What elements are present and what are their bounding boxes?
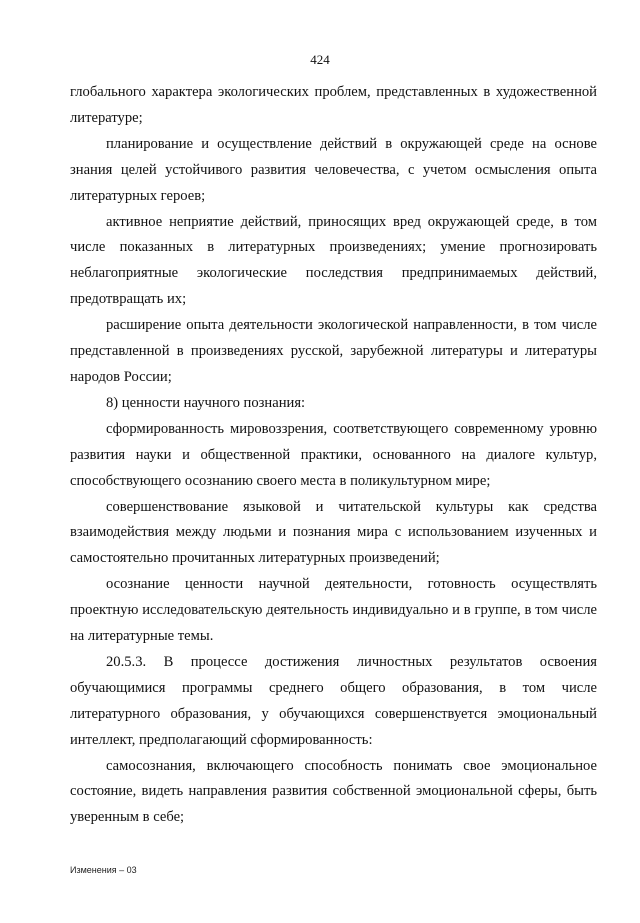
paragraph-worldview: сформированность мировоззрения, соответствующего современному уровню развития науки и общественной практики, основанного на диалоге культур, способствующего осознанию своего места в поликультурном мире; [70,420,597,489]
revision-footer: Изменения – 03 [70,865,137,875]
paragraph-self-awareness: самосознания, включающего способность понимать свое эмоциональное состояние, видеть направления развития собственной эмоциональной сферы, быть уверенным в себе; [70,757,597,826]
paragraph-experience-expansion: расширение опыта деятельности экологической направленности, в том числе представленной в произведениях русской, зарубежной литературы и литературы народов России; [70,317,597,385]
paragraph-language-culture: совершенствование языковой и читательской культуры как средства взаимодействия между людьми и познания мира с использованием изученных и самостоятельно прочитанных литературных произведений; [70,498,597,567]
paragraph-scientific-activity: осознание ценности научной деятельности, готовность осуществлять проектную исследовательскую деятельность индивидуально и в группе, в том числе на литературные темы. [70,576,597,645]
paragraph-planning: планирование и осуществление действий в окружающей среде на основе знания целей устойчивого развития человечества, с учетом осмысления опыта литературных героев; [70,135,597,204]
document-body [70,80,597,831]
paragraph-continuation: глобального характера экологических проблем, представленных в художественной литературе; [70,84,597,126]
page-number: 424 [310,52,330,67]
paragraph-heading-scientific-values: 8) ценности научного познания: [106,394,306,411]
paragraph-active-rejection: активное неприятие действий, приносящих вред окружающей среде, в том числе показанных в литературных произведениях; умение прогнозировать неблагоприятные экологические последствия предпринимаемых действий, предотвращать их; [70,213,597,308]
paragraph-section-20-5-3: 20.5.3. В процессе достижения личностных результатов освоения обучающимися программы среднего общего образования, в том числе литературного образования, у обучающихся совершенствуется эмоциональный интеллект, предполагающий сформированность: [70,653,597,748]
